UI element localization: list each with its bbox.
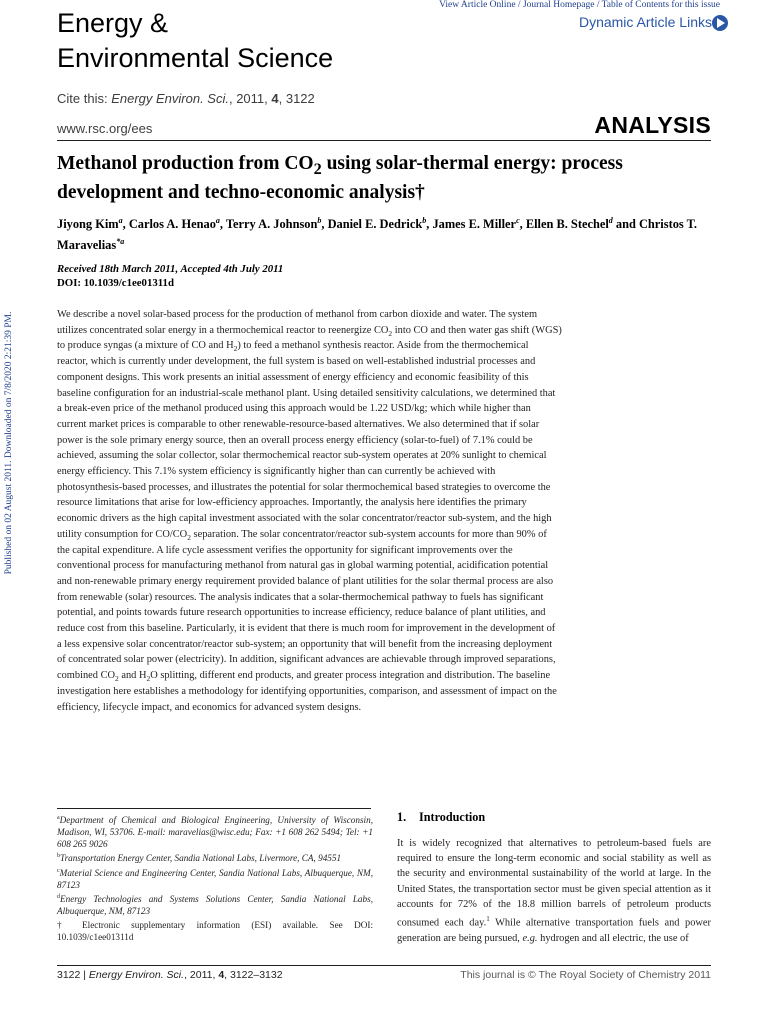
footnote-marker: b [57, 853, 60, 860]
footer-volume: 4 [218, 969, 225, 981]
affiliation-marker: a [118, 216, 123, 225]
footnote [57, 865, 373, 891]
section-heading [397, 810, 485, 825]
footer-copyright: This journal is © The Royal Society of Chemistry 2011 [460, 969, 711, 981]
footer-citation [57, 969, 283, 981]
affiliation-marker: *a [116, 237, 125, 247]
reference-marker[interactable]: 1 [486, 915, 490, 924]
subscript: 2 [146, 674, 151, 684]
footer-sep: | [80, 969, 89, 981]
author-separator: , [426, 217, 433, 232]
footnote-text: † Electronic supplementary information (ESI) available. See DOI: 10.1039/c1ee01311d [57, 920, 373, 943]
footnote-text: Department of Chemical and Biological Engineering, University of Wisconsin, Madison, WI, 53706. E-mail: maravelias@wisc.edu; Fax: +1 608 262 5494; Tel: +1 608 265 9026 [57, 815, 373, 850]
title-text: using solar-thermal energy: process development and techno-economic analysis† [57, 153, 623, 203]
cite-volume: 4 [271, 91, 279, 106]
author-name: Terry A. Johnson [225, 217, 318, 232]
header-rule [57, 140, 711, 141]
section-title: Introduction [419, 810, 486, 824]
author-name: Ellen B. Stechel [525, 217, 609, 232]
title-text: Methanol production from CO [57, 153, 314, 174]
affiliation-marker: a [215, 216, 220, 225]
published-side-note [2, 296, 16, 590]
author-list [57, 212, 717, 254]
author-separator: and [612, 217, 639, 232]
intro-text: hydrogen and all electric, the use of [537, 932, 689, 944]
subscript: 2 [187, 532, 191, 542]
footnote-text: Material Science and Engineering Center, Sandia National Labs, Albuquerque, NM, 87123 [57, 867, 373, 890]
affiliation-marker: c [516, 216, 520, 225]
footnote [57, 812, 373, 850]
affiliation-marker: b [317, 216, 322, 225]
author-separator: , [321, 217, 328, 232]
footnote-marker: a [57, 815, 60, 821]
footer-year: , 2011, [184, 969, 219, 981]
footnote [57, 891, 373, 917]
affiliation-footnotes [57, 812, 373, 943]
journal-url[interactable]: www.rsc.org/ees [57, 121, 153, 136]
intro-text: It is widely recognized that alternatives to petroleum-based fuels are required to ensure the long-term economic and social stability as well as the security and environmental sustainability of the world at large. In the United States, the transportation sector must be given special attention as it accounts for 72% of the 18.8 million barrels of petroleum products consumed each day. [397, 838, 711, 929]
footer-journal: Energy Environ. Sci. [88, 969, 185, 981]
intro-text: While alternative transportation fuels and power generation are being pursued, [397, 917, 711, 944]
footnote-marker: d [57, 893, 60, 900]
abstract-text: into CO and then water gas shift (WGS) to produce syngas (a mixture of CO and H [57, 324, 562, 352]
abstract-text: and H [118, 670, 147, 682]
received-dates: Received 18th March 2011, Accepted 4th July 2011 [57, 263, 284, 275]
footnote-text: Transportation Energy Center, Sandia National Labs, Livermore, CA, 94551 [60, 853, 342, 864]
abstract-text: ) to feed a methanol synthesis reactor. Aside from the thermochemical reactor, which is currently under development, the full system is based on well-established industrial processes and component designs. This work presents an initial assessment of energy efficiency and economic feasibility of this baseline configuration for an industrial-scale methanol plant. Using detailed sensitivity calculations, we determined that a break-even price of the methanol produced using this approach would be 1.22 USD/kg; which while higher than current market prices is comparable to other renewable-resource-based alternatives. We also determined that if solar power is the sole primary energy source, then an overall process energy efficiency (solar-to-fuel) of 7.1% could be achieved, assuming the solar collector, solar thermochemical reactor sub-system operates at 20% sunlight to chemical energy efficiency. This 7.1% system efficiency is significantly higher than can currently be achieved with photosynthesis-based processes, and illustrates the potential for solar thermochemical based strategies to overcome the resource limitations that arise for low-efficiency approaches. Importantly, the analysis here identifies the primary economic drivers as the high capital investment associated with the solar concentrator/reactor sub-system, and the high utility consumption for CO/CO [57, 340, 556, 540]
subscript: 2 [233, 344, 238, 354]
doi[interactable]: DOI: 10.1039/c1ee01311d [57, 277, 174, 289]
author-separator: , [122, 217, 129, 232]
side-note-text: Published on 02 August 2011. Downloaded on 7/8/2020 2:21:39 PM. [4, 311, 14, 575]
table-of-contents-link[interactable]: Table of Contents for this issue [601, 0, 720, 10]
view-article-online-link[interactable]: View Article Online [439, 0, 516, 10]
affiliation-marker: b [422, 216, 427, 225]
play-circle-icon[interactable] [712, 15, 728, 31]
footnote-text: Energy Technologies and Systems Solutions Center, Sandia National Labs, Albuquerque, NM, 87123 [57, 893, 373, 916]
journal-title-line-1: Energy & [57, 8, 169, 38]
cite-journal: Energy Environ. Sci. [111, 91, 229, 106]
citation [57, 91, 315, 106]
article-title [57, 152, 707, 204]
cite-year: , 2011, [228, 91, 272, 106]
link-separator: / [594, 0, 602, 10]
dynamic-article-links[interactable]: Dynamic Article Links [578, 14, 712, 30]
footer-page: 3122 [57, 969, 81, 981]
abstract-text: We describe a novel solar-based process for the production of methanol from carbon dioxide and water. The system utilizes concentrated solar energy in a thermochemical reactor to reenergize CO [57, 309, 538, 336]
intro-text: e.g. [522, 932, 538, 944]
author-name: James E. Miller [432, 217, 517, 232]
subscript: 2 [388, 328, 393, 338]
abstract-text: O splitting, different end products, and greater process integration and distribution. The baseline investigation here establishes a methodology for identifying opportunities, comparison, and assessment of impact on the efficiency, lifecycle impact, and economics for advanced system designs. [57, 670, 557, 713]
section-label: ANALYSIS [594, 112, 711, 138]
journal-homepage-link[interactable]: Journal Homepage [522, 0, 595, 10]
link-separator: / [515, 0, 523, 10]
abstract-text: separation. The solar concentrator/reactor sub-system accounts for more than 90% of the capital expenditure. A life cycle assessment verifies the opportunity for significant improvements over the conventional process for manufacturing methanol from natural gas in global warming potential, acidification potential and non-renewable primary energy requirement provided balance of plant utilities for the solar thermal process are also from renewable (solar) resources. The analysis indicates that a solar-thermochemical pathway to fuels has significant potential, and points towards future research opportunities to increase efficiency, reduce balance of plant utilities, and reduce cost from this baseline. Particularly, it is evident that there is much room for improvement in the development of a less expensive solar concentrator/reactor sub-system; an opportunity that will benefit from the increasing deployment of concentrated solar power (electricity). In addition, significant advances are achievable through improved separations, combined CO [57, 528, 556, 682]
author-separator: , [219, 217, 226, 232]
author-name: Carlos A. Henao [128, 217, 216, 232]
section-number: 1. [397, 810, 407, 824]
subscript: 2 [115, 674, 119, 684]
cite-prefix: Cite this: [57, 91, 112, 106]
title-subscript: 2 [313, 159, 322, 178]
footnote [57, 917, 373, 943]
footer-pages: , 3122–3132 [224, 969, 283, 981]
author-name: Daniel E. Dedrick [327, 217, 423, 232]
footnote-marker: c [57, 867, 60, 874]
footnote-rule [57, 808, 371, 809]
affiliation-marker: d [608, 216, 613, 225]
journal-title-line-2: Environmental Science [57, 43, 334, 73]
author-separator: , [519, 217, 526, 232]
footer-rule [57, 965, 711, 966]
cite-page: , 3122 [278, 91, 315, 106]
top-links [439, 0, 720, 10]
footnote [57, 850, 373, 864]
author-name: Jiyong Kim [57, 217, 119, 232]
abstract [57, 307, 562, 715]
introduction-text [397, 836, 711, 946]
author-name: Christos T. Maravelias [57, 217, 698, 253]
